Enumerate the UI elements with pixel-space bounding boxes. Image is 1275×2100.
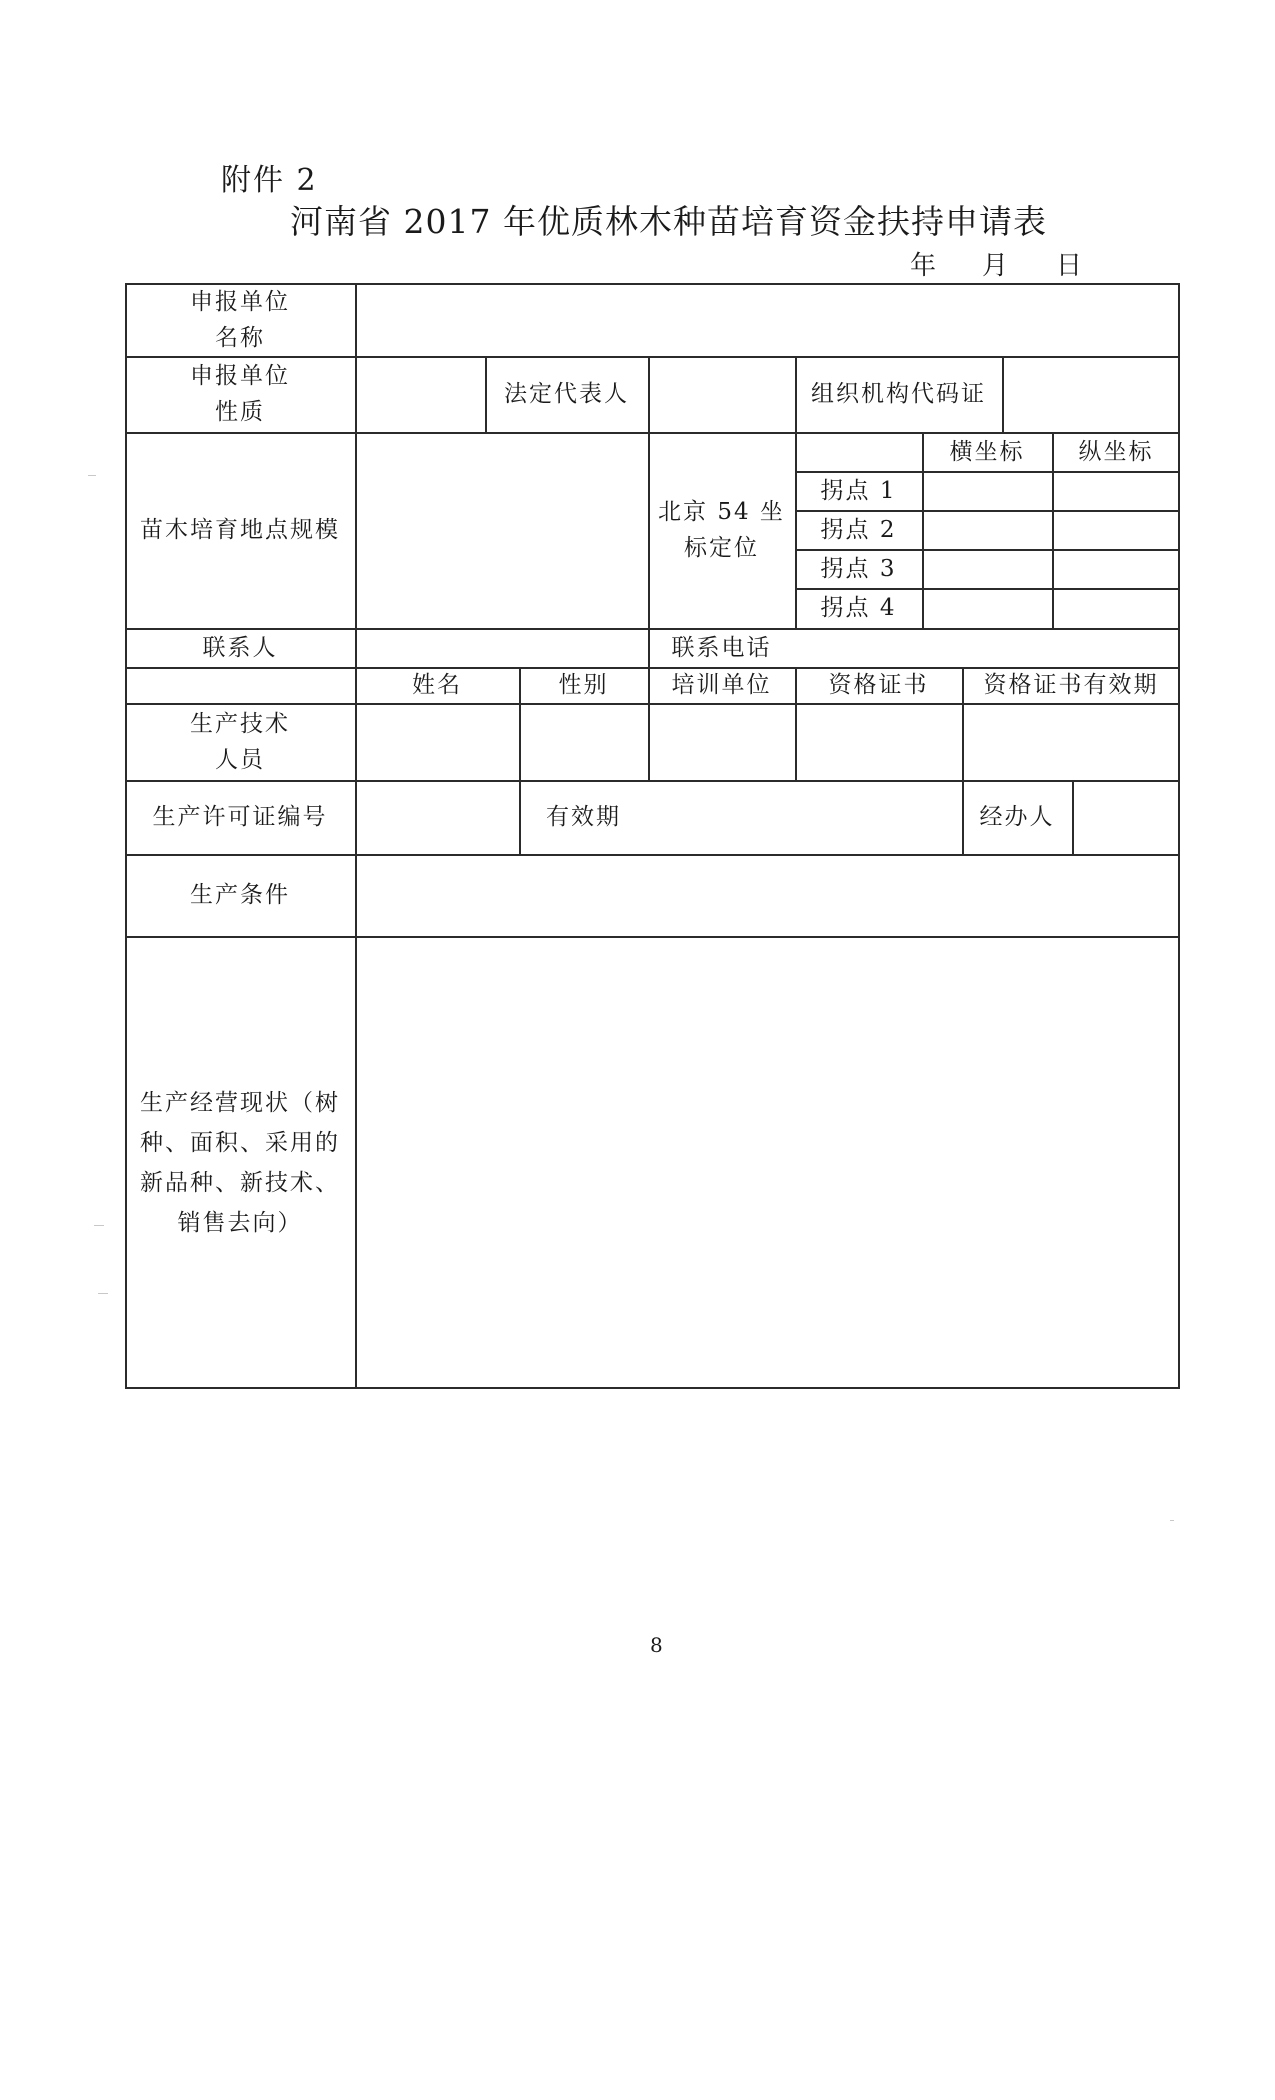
production-conditions-label: 生产条件 [190, 882, 290, 908]
column-divider [355, 283, 357, 1389]
beijing54-line1: 北京 54 坐 [658, 499, 785, 525]
staff-name-header: 姓名 [412, 672, 462, 698]
production-license-number-label: 生产许可证编号 [152, 804, 328, 830]
beijing54-line2: 标定位 [683, 535, 759, 561]
technical-staff-line2: 人员 [215, 746, 265, 773]
staff-training-unit-header: 培训单位 [671, 672, 772, 698]
operations-line4: 销售去向） [177, 1209, 303, 1236]
attachment-label: 附件 2 [221, 163, 318, 198]
corner-point-3-label: 拐点 3 [820, 555, 897, 582]
unit-name-label-line1: 申报单位 [190, 288, 290, 315]
scan-speck [88, 475, 96, 476]
corner-point-1-label: 拐点 1 [820, 477, 897, 504]
date-year-label: 年 [910, 251, 937, 281]
application-form-table [125, 283, 1180, 1389]
contact-person-label: 联系人 [202, 634, 278, 661]
contact-phone-label: 联系电话 [671, 634, 772, 661]
date-month-label: 月 [982, 251, 1009, 281]
staff-certificate-validity-header: 资格证书有效期 [983, 672, 1159, 698]
unit-name-label-line2: 名称 [215, 324, 265, 351]
scan-speck [1170, 1520, 1174, 1521]
corner-point-4-label: 拐点 4 [820, 595, 897, 621]
nursery-site-scale-label: 苗木培育地点规模 [140, 517, 340, 543]
unit-nature-label-line1: 申报单位 [190, 363, 290, 389]
handler-label: 经办人 [979, 804, 1055, 830]
date-day-label: 日 [1056, 251, 1083, 281]
page-number: 8 [650, 1633, 663, 1657]
technical-staff-label [125, 703, 355, 780]
y-coordinate-header: 纵坐标 [1078, 438, 1154, 465]
staff-gender-header: 性别 [558, 672, 609, 698]
operations-status-label [125, 936, 355, 1389]
license-validity-label: 有效期 [546, 804, 621, 830]
unit-name-label [125, 283, 355, 356]
scan-speck [94, 1225, 104, 1226]
technical-staff-line1: 生产技术 [190, 710, 290, 737]
form-title: 河南省 2017 年优质林木种苗培育资金扶持申请表 [290, 202, 1047, 241]
unit-nature-label-line2: 性质 [215, 399, 265, 425]
organization-code-label: 组织机构代码证 [811, 381, 986, 407]
legal-representative-label: 法定代表人 [504, 381, 629, 407]
operations-line1: 生产经营现状（树 [140, 1089, 340, 1116]
operations-line3: 新品种、新技术、 [140, 1169, 340, 1196]
beijing54-coordinate-label [648, 432, 795, 628]
corner-point-2-label: 拐点 2 [820, 516, 897, 543]
staff-certificate-header: 资格证书 [828, 672, 929, 698]
date-line [910, 245, 1082, 282]
column-divider [1002, 356, 1004, 432]
column-divider [1072, 780, 1074, 854]
scan-speck [98, 1293, 108, 1294]
operations-line2: 种、面积、采用的 [140, 1129, 340, 1156]
x-coordinate-header: 横坐标 [949, 438, 1025, 465]
unit-nature-label [125, 356, 355, 432]
